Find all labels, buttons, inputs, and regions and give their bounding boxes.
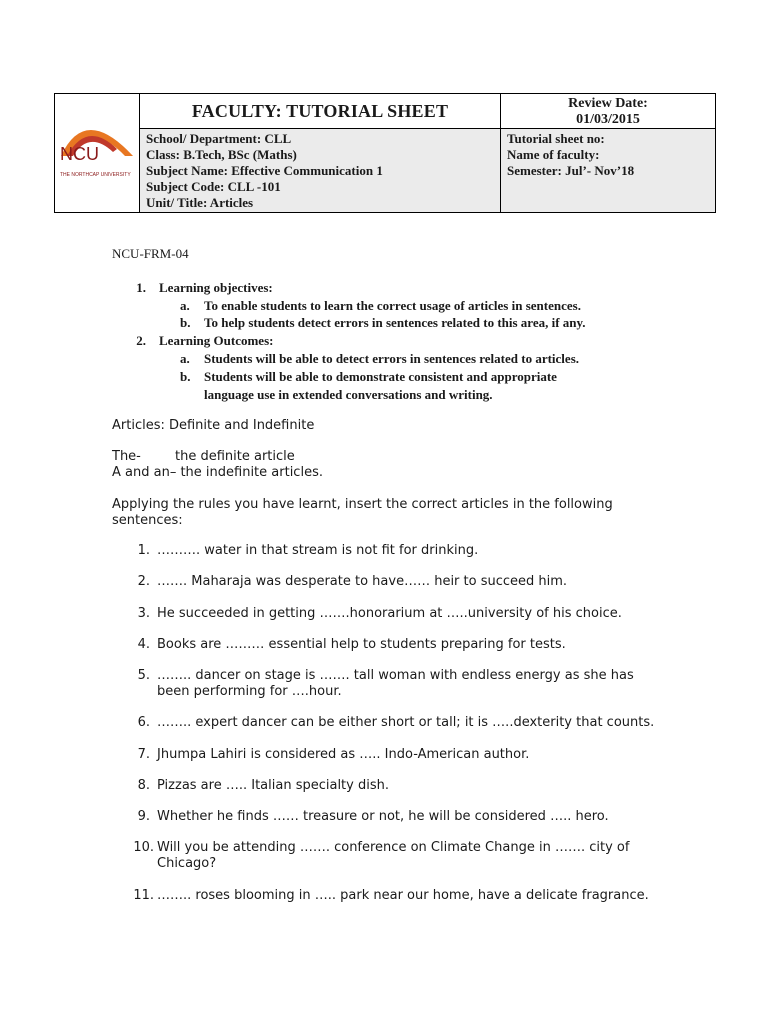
exercise-text: ………. water in that stream is not fit for drinking.	[157, 543, 479, 558]
exercise-text: He succeeded in getting …….honorarium at …..university of his choice.	[157, 606, 622, 621]
exercise-number: 2.	[137, 574, 150, 589]
exercise-number: 10.	[133, 840, 154, 855]
exercise-number: 6.	[137, 715, 150, 730]
info-department: School/ Department: CLL	[146, 131, 292, 146]
exercise-text: …….. expert dancer can be either short or tall; it is …..dexterity that counts.	[157, 715, 655, 730]
definite-article-text: the definite article	[175, 449, 295, 464]
logo-subtext: THE NORTHCAP UNIVERSITY	[60, 172, 131, 178]
exercise-text: Will you be attending ……. conference on Climate Change in ……. city of	[157, 840, 630, 855]
info-class: Class: B.Tech, BSc (Maths)	[146, 147, 297, 162]
outcome-marker: b.	[180, 369, 191, 384]
form-code: NCU-FRM-04	[112, 246, 189, 261]
instruction-line: sentences:	[112, 513, 183, 528]
definite-article-label: The-	[112, 449, 141, 464]
outcome-text: language use in extended conversations and writing.	[204, 387, 493, 402]
outcome-text: Students will be able to demonstrate consistent and appropriate	[204, 369, 557, 384]
exercise-text: Jhumpa Lahiri is considered as ….. Indo-American author.	[157, 747, 530, 762]
course-info-cell	[140, 129, 501, 212]
outcomes-number: 2.	[136, 333, 146, 348]
outcomes-heading: Learning Outcomes:	[159, 333, 274, 348]
exercise-text: …….. roses blooming in ….. park near our home, have a delicate fragrance.	[157, 888, 649, 903]
tutorial-sheet-no: Tutorial sheet no:	[507, 131, 605, 146]
review-date: 01/03/2015	[576, 112, 640, 127]
exercise-text: ……. Maharaja was desperate to have…… heir to succeed him.	[157, 574, 568, 589]
indefinite-article-text: A and an– the indefinite articles.	[112, 465, 323, 480]
objectives-number: 1.	[136, 280, 146, 295]
exercise-text: been performing for ….hour.	[157, 684, 342, 699]
exercise-number: 7.	[137, 747, 150, 762]
exercise-number: 9.	[137, 809, 150, 824]
objective-marker: a.	[180, 298, 190, 313]
exercise-number: 11.	[133, 888, 154, 903]
logo-text: NCU	[60, 144, 99, 164]
logo-cell	[55, 94, 140, 212]
exercise-text: Whether he finds …… treasure or not, he will be considered ….. hero.	[157, 809, 609, 824]
semester: Semester: Jul’- Nov’18	[507, 163, 635, 178]
faculty-name: Name of faculty:	[507, 147, 600, 162]
exercise-text: Books are ……… essential help to students preparing for tests.	[157, 637, 566, 652]
exercise-text: Pizzas are ….. Italian specialty dish.	[157, 778, 389, 793]
info-subject-code: Subject Code: CLL -101	[146, 179, 281, 194]
exercise-number: 1.	[137, 543, 150, 558]
articles-heading: Articles: Definite and Indefinite	[112, 418, 315, 433]
objective-text: To enable students to learn the correct usage of articles in sentences.	[204, 298, 581, 313]
exercise-text: Chicago?	[157, 856, 217, 871]
header-table	[54, 93, 716, 213]
outcome-text: Students will be able to detect errors in sentences related to articles.	[204, 351, 580, 366]
objective-marker: b.	[180, 315, 191, 330]
objectives-heading: Learning objectives:	[159, 280, 273, 295]
instruction-line: Applying the rules you have learnt, insert the correct articles in the following	[112, 497, 613, 512]
info-unit-title: Unit/ Title: Articles	[146, 195, 254, 210]
ncu-logo-icon	[55, 94, 140, 212]
exercise-number: 4.	[137, 637, 150, 652]
exercise-text: …….. dancer on stage is ……. tall woman with endless energy as she has	[157, 668, 634, 683]
review-label: Review Date:	[568, 96, 648, 111]
exercise-number: 5.	[137, 668, 150, 683]
info-subject-name: Subject Name: Effective Communication 1	[146, 163, 383, 178]
review-date-cell	[501, 94, 715, 129]
tutorial-info-cell	[501, 129, 715, 212]
objective-text: To help students detect errors in sentences related to this area, if any.	[204, 315, 586, 330]
exercise-number: 3.	[137, 606, 150, 621]
sheet-title: FACULTY: TUTORIAL SHEET	[140, 94, 501, 129]
exercise-number: 8.	[137, 778, 150, 793]
outcome-marker: a.	[180, 351, 190, 366]
